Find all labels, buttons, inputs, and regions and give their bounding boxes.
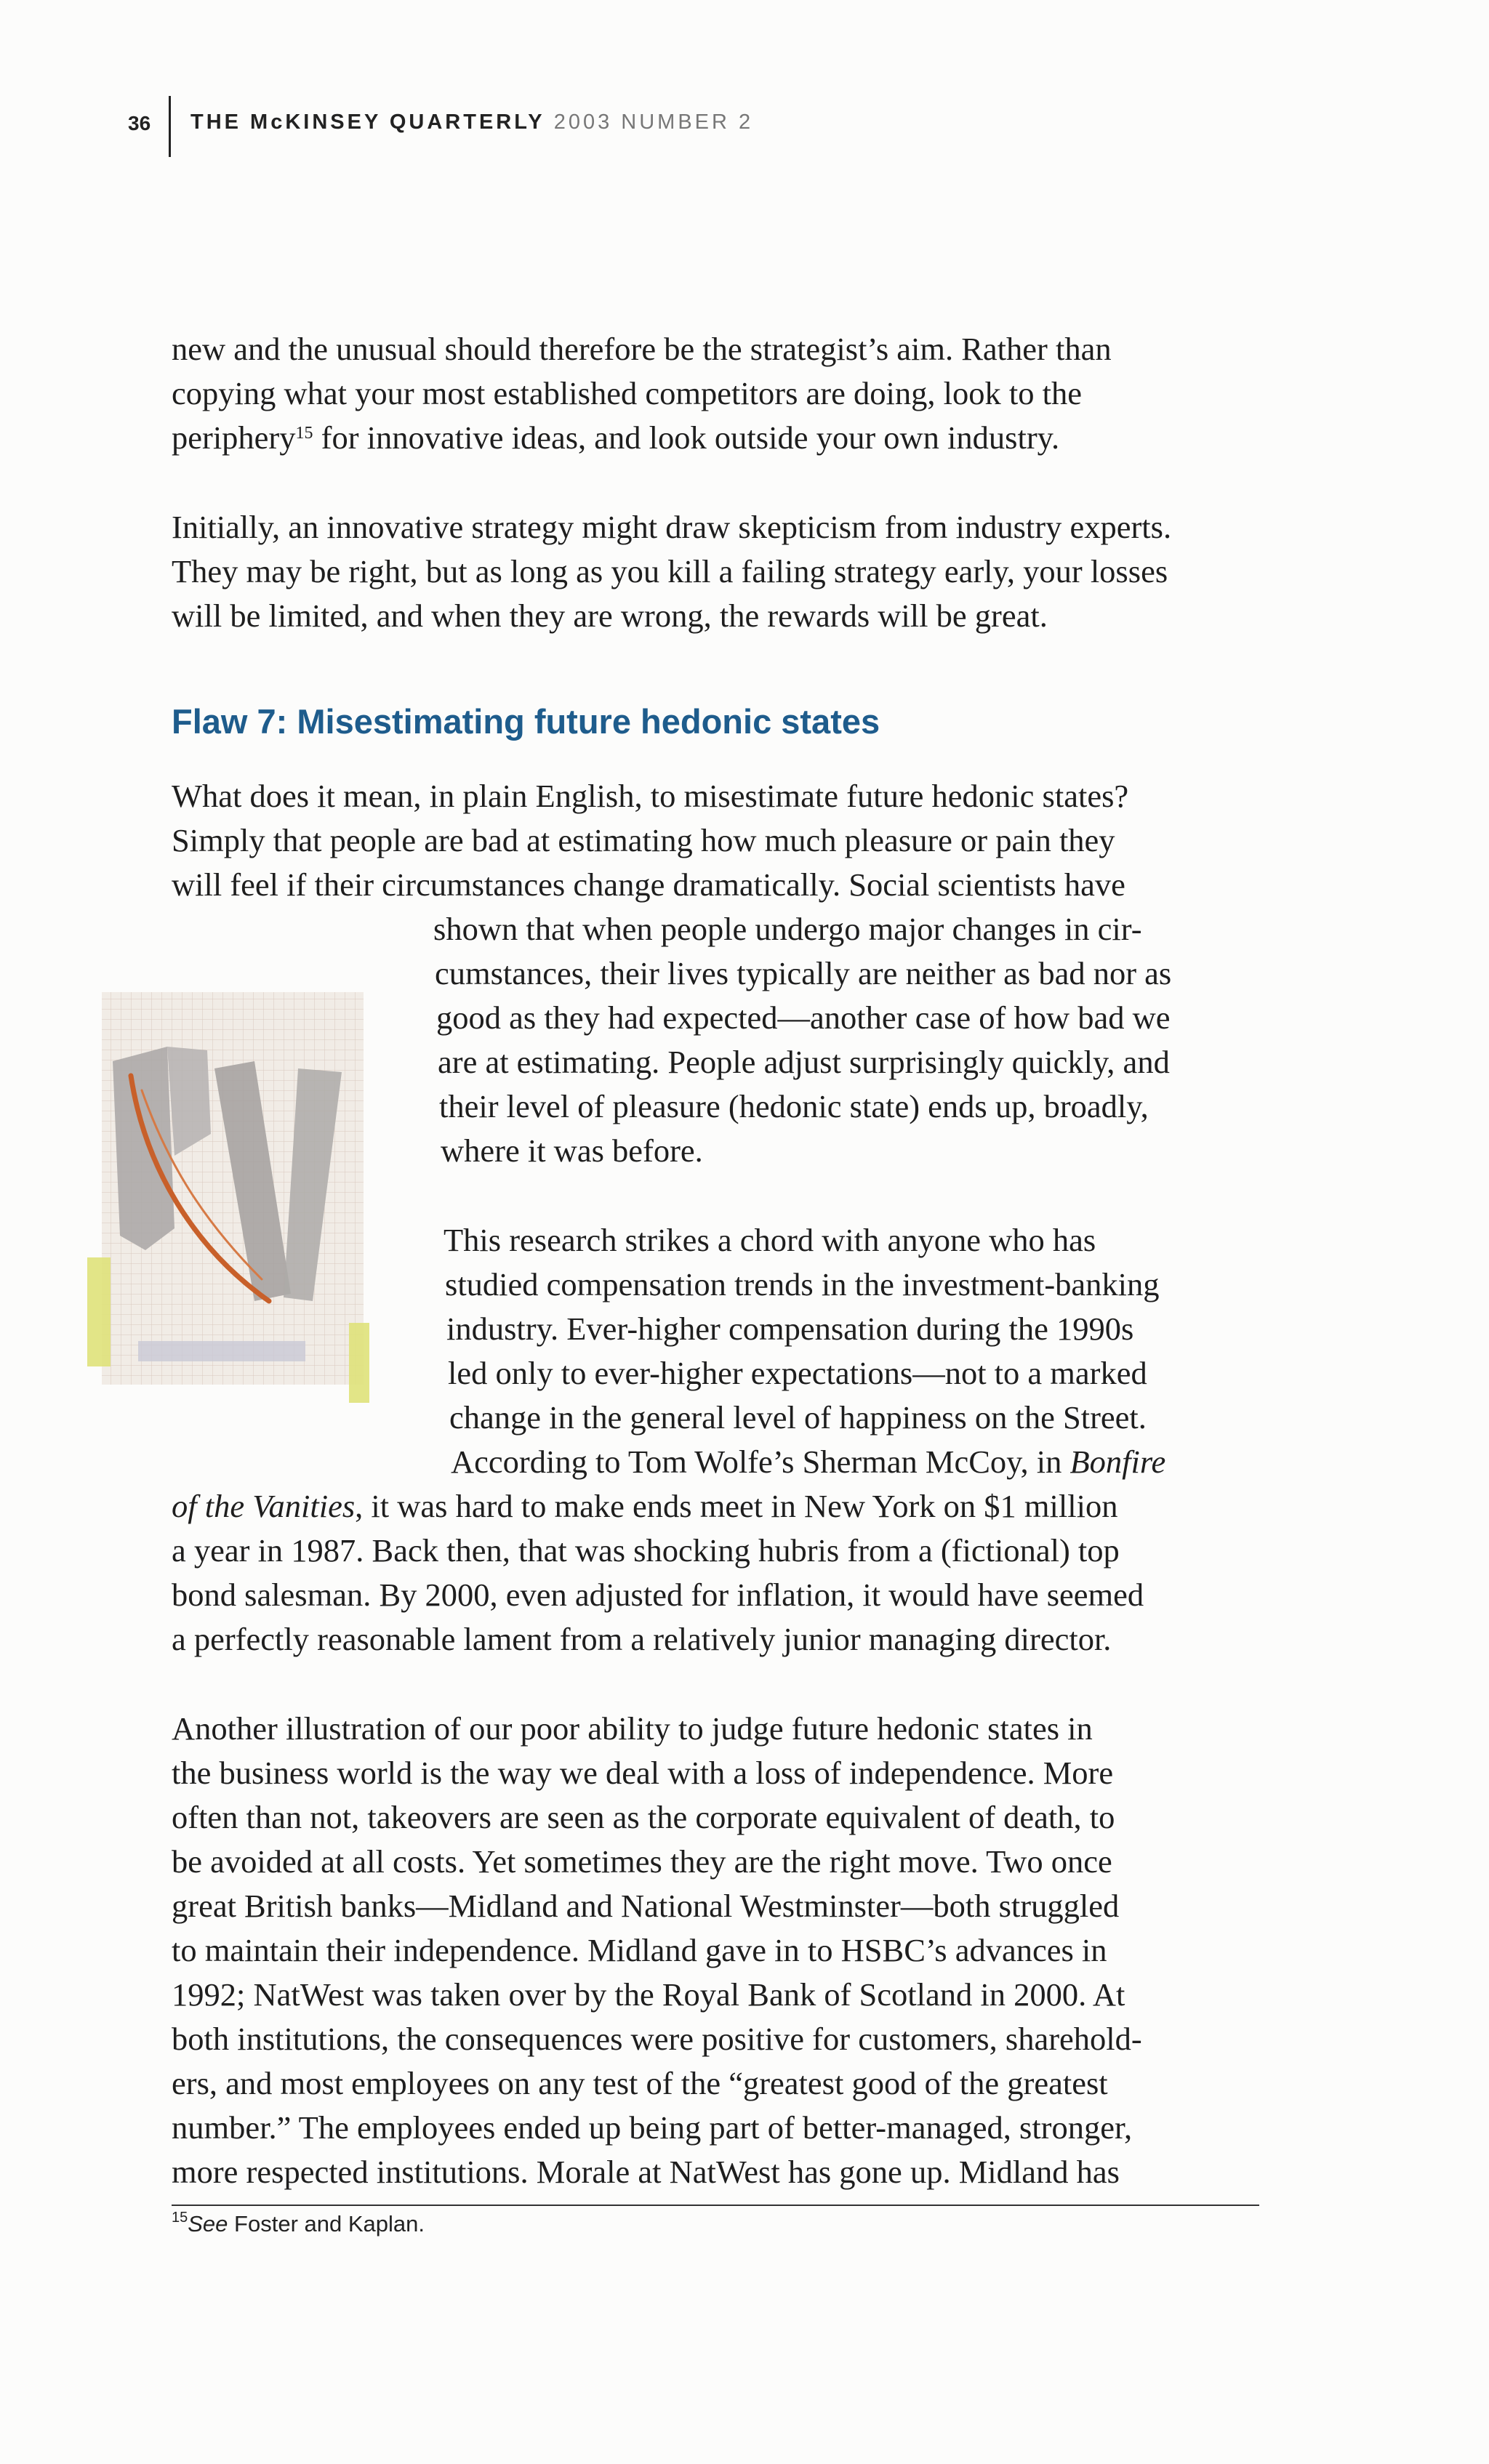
body-line: 1992; NatWest was taken over by the Royal Bank of Scotland in 2000. At [172, 1976, 1125, 2013]
body-line: where it was before. [441, 1132, 703, 1169]
body-line: According to Tom Wolfe’s Sherman McCoy, in Bonfire [451, 1444, 1166, 1480]
body-line: great British banks—Midland and National Westminster—both struggled [172, 1888, 1120, 1924]
body-line: shown that when people undergo major changes in cir- [433, 911, 1142, 947]
footnote-number: 15 [172, 2210, 188, 2226]
sketch-illustration [80, 989, 371, 1425]
issue-label: 2003 NUMBER 2 [553, 110, 754, 134]
body-line: number.” The employees ended up being part of better-managed, stronger, [172, 2109, 1133, 2146]
yellow-tape [87, 1257, 111, 1366]
body-line: Initially, an innovative strategy might draw skepticism from industry experts. [172, 509, 1172, 545]
body-line: good as they had expected—another case of how bad we [436, 999, 1171, 1036]
body-line: bond salesman. By 2000, even adjusted for inflation, it would have seemed [172, 1577, 1144, 1613]
yellow-tape [349, 1323, 369, 1403]
body-line: their level of pleasure (hedonic state) ends up, broadly, [439, 1088, 1149, 1124]
body-line: often than not, takeovers are seen as the corporate equivalent of death, to [172, 1799, 1115, 1835]
body-line: ers, and most employees on any test of the “greatest good of the greatest [172, 2065, 1108, 2101]
body-line: the business world is the way we deal with a loss of independence. More [172, 1755, 1114, 1791]
body-line: What does it mean, in plain English, to misestimate future hedonic states? [172, 778, 1129, 814]
body-line: will feel if their circumstances change dramatically. Social scientists have [172, 866, 1125, 903]
footnote-text: Foster and Kaplan. [228, 2211, 425, 2236]
body-line: led only to ever-higher expectations—not to a marked [448, 1355, 1147, 1391]
body-line: change in the general level of happiness on the Street. [449, 1399, 1147, 1436]
body-line: of the Vanities, it was hard to make ends meet in New York on $1 million [172, 1488, 1118, 1524]
body-line: They may be right, but as long as you kill a failing strategy early, your losses [172, 553, 1168, 589]
page-number: 36 [128, 112, 151, 134]
body-line: both institutions, the consequences were positive for customers, sharehold- [172, 2021, 1142, 2057]
body-line: Another illustration of our poor ability to judge future hedonic states in [172, 1710, 1093, 1747]
footnote [172, 2211, 425, 2237]
body-line: will be limited, and when they are wrong, the rewards will be great. [172, 597, 1048, 634]
body-line: Simply that people are bad at estimating how much pleasure or pain they [172, 822, 1115, 858]
body-line: copying what your most established competitors are doing, look to the [172, 375, 1082, 411]
body-line: a perfectly reasonable lament from a relatively junior managing director. [172, 1621, 1112, 1657]
body-line: cumstances, their lives typically are neither as bad nor as [435, 955, 1172, 991]
body-line: This research strikes a chord with anyone who has [444, 1222, 1096, 1258]
footnote-see: See [188, 2211, 228, 2236]
body-line: periphery$^{15}$ for innovative ideas, and look outside your own industry. [172, 419, 1060, 456]
body-line: a year in 1987. Back then, that was shocking hubris from a (fictional) top [172, 1532, 1120, 1569]
body-line: studied compensation trends in the investment-banking [445, 1266, 1160, 1303]
body-line: industry. Ever-higher compensation during the 1990s [446, 1310, 1134, 1347]
journal-title: THE McKINSEY QUARTERLY [190, 110, 545, 134]
body-line: are at estimating. People adjust surprisingly quickly, and [438, 1044, 1170, 1080]
book-title-italic: of the Vanities [172, 1488, 356, 1524]
body-line: new and the unusual should therefore be the strategist’s aim. Rather than [172, 331, 1112, 367]
body-line: to maintain their independence. Midland gave in to HSBC’s advances in [172, 1932, 1107, 1968]
body-line: be avoided at all costs. Yet sometimes they are the right move. Two once [172, 1843, 1112, 1880]
section-heading: Flaw 7: Misestimating future hedonic states [172, 702, 880, 741]
footnote-divider [172, 2205, 1259, 2206]
label-strip [138, 1341, 305, 1361]
footnote-ref: 15 [295, 424, 313, 443]
book-title-italic: Bonfire [1069, 1444, 1166, 1480]
body-line: more respected institutions. Morale at NatWest has gone up. Midland has [172, 2154, 1120, 2190]
